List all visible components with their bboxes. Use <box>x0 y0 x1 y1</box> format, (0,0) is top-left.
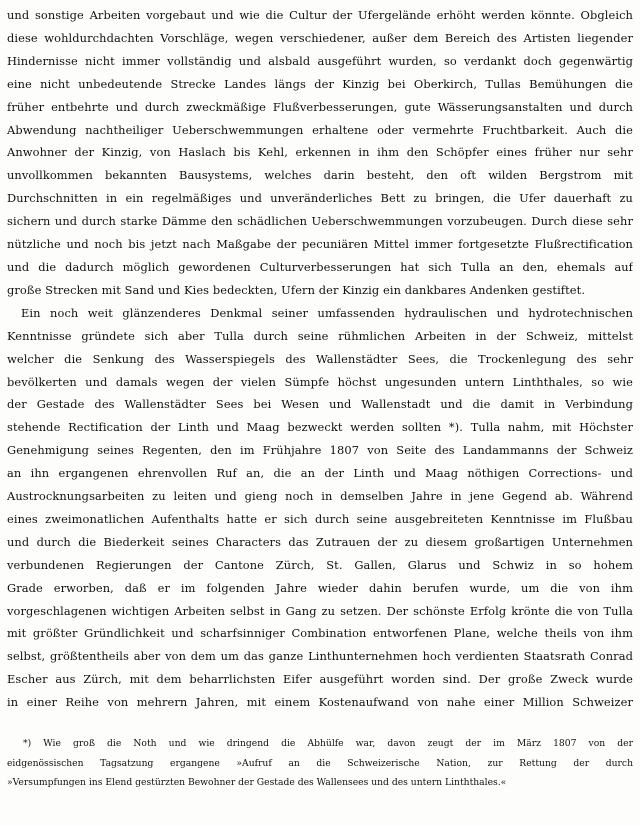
text-line: Anwohner der Kinzig, von Haslach bis Kehl, erkennen in ihm den Schöpfer eines früher nur sehr <box>7 145 633 160</box>
text-line: der Gestade des Wallenstädter Sees bei Wesen und Wallenstadt und die damit in Verbindung <box>7 397 633 412</box>
body-text <box>7 4 633 714</box>
text-line: Hindernisse nicht immer vollständig und alsbald ausgeführt wurden, so verdankt doch gegenwärtig <box>7 53 633 68</box>
footnote-line: eidgenössischen Tagsatzung ergangene »Aufruf an die Schweizerische Nation, zur Rettung der durch <box>7 757 633 769</box>
text-line: Ein noch weit glänzenderes Denkmal seiner umfassenden hydraulischen und hydrotechnischen <box>21 305 633 320</box>
text-line: eines zweimonatlichen Aufenthalts hatte er sich durch seine ausgebreiteten Kenntnisse im Flußbau <box>7 511 633 526</box>
text-line: unvollkommen bekannten Bausystems, welches darin besteht, den oft wilden Bergstrom mit <box>7 168 633 183</box>
text-line: und sonstige Arbeiten vorgebaut und wie die Cultur der Ufergelände erhöht werden könnte. Obgleich <box>7 8 633 22</box>
text-line: an ihn ergangenen ehrenvollen Ruf an, die an der Linth und Maag nöthigen Corrections- und <box>7 466 633 481</box>
text-line: Genehmigung seines Regenten, den im Frühjahre 1807 von Seite des Landammanns der Schweiz <box>7 443 633 458</box>
footnote-line: »Versumpfungen ins Elend gestürzten Bewohner der Gestade des Wallensees und des untern Linththales.« <box>7 777 507 789</box>
text-line: Durchschnitten in ein regelmäßiges und unveränderliches Bett zu bringen, die Ufer dauerhaft zu <box>7 191 633 206</box>
text-line: früher entbehrte und durch zweckmäßige Flußverbesserungen, gute Wässerungsanstalten und durch <box>7 99 633 114</box>
text-line: in einer Reihe von mehrern Jahren, mit einem Kostenaufwand von nahe einer Million Schweizer <box>7 695 633 710</box>
footnote <box>7 734 633 793</box>
text-line: und die dadurch möglich gewordenen Culturverbesserungen hat sich Tulla an den, ehemals auf <box>7 259 633 274</box>
text-line: sichern und durch starke Dämme den schädlichen Ueberschwemmungen vorzubeugen. Durch diese sehr <box>7 214 633 229</box>
text-line: nützliche und noch bis jetzt nach Maßgabe der pecuniären Mittel immer fortgesetzte Flußrectification <box>7 237 633 252</box>
text-line: eine nicht unbedeutende Strecke Landes längs der Kinzig bei Oberkirch, Tullas Bemühungen die <box>7 76 633 91</box>
text-line: vorgeschlagenen wichtigen Arbeiten selbst in Gang zu setzen. Der schönste Erfolg krönte die von Tulla <box>7 603 633 618</box>
text-line: welcher die Senkung des Wasserspiegels des Wallenstädter Sees, die Trockenlegung des sehr <box>7 351 633 366</box>
footnote-separator <box>7 714 633 734</box>
text-line: Grade erworben, daß er im folgenden Jahre wieder dahin berufen wurde, um die von ihm <box>7 580 633 595</box>
text-line: diese wohldurchdachten Vorschläge, wegen verschiedener, außer dem Bereich des Artisten liegender <box>7 30 633 45</box>
text-line: verbundenen Regierungen der Cantone Zürch, St. Gallen, Glarus und Schwiz in so hohem <box>7 557 633 572</box>
text-line: Kenntnisse gründete sich aber Tulla durch seine rühmlichen Arbeiten in der Schweiz, mittelst <box>7 328 633 343</box>
text-line: große Strecken mit Sand und Kies bedeckten, Ufern der Kinzig ein dankbares Andenken gestiftet. <box>7 282 586 297</box>
text-line: mit größter Gründlichkeit und scharfsinniger Combination entworfenen Plane, welche theils von ihm <box>7 626 633 641</box>
text-line: Austrocknungsarbeiten zu leiten und gieng noch in demselben Jahre in jene Gegend ab. Während <box>7 489 633 504</box>
text-line: Escher aus Zürch, mit dem beharrlichsten Eifer ausgeführt worden sind. Der große Zweck wurde <box>7 672 633 687</box>
text-line: selbst, größtentheils aber von dem um das ganze Linthunternehmen hoch verdienten Staatsrath Conrad <box>7 649 633 664</box>
text-line: Abwendung nachtheiliger Ueberschwemmungen erhaltene oder vermehrte Fruchtbarkeit. Auch die <box>7 122 633 137</box>
text-line: stehende Rectification der Linth und Maag bezweckt werden sollten *). Tulla nahm, mit Höchster <box>7 420 633 435</box>
text-line: und durch die Biederkeit seines Characters das Zutrauen der zu diesem großartigen Unternehmen <box>7 534 633 549</box>
text-line: bevölkerten und damals wegen der vielen Sümpfe höchst ungesunden untern Linththales, so wie <box>7 374 633 389</box>
footnote-line: *) Wie groß die Noth und wie dringend die Abhülfe war, davon zeugt der im März 1807 von der <box>23 738 633 750</box>
